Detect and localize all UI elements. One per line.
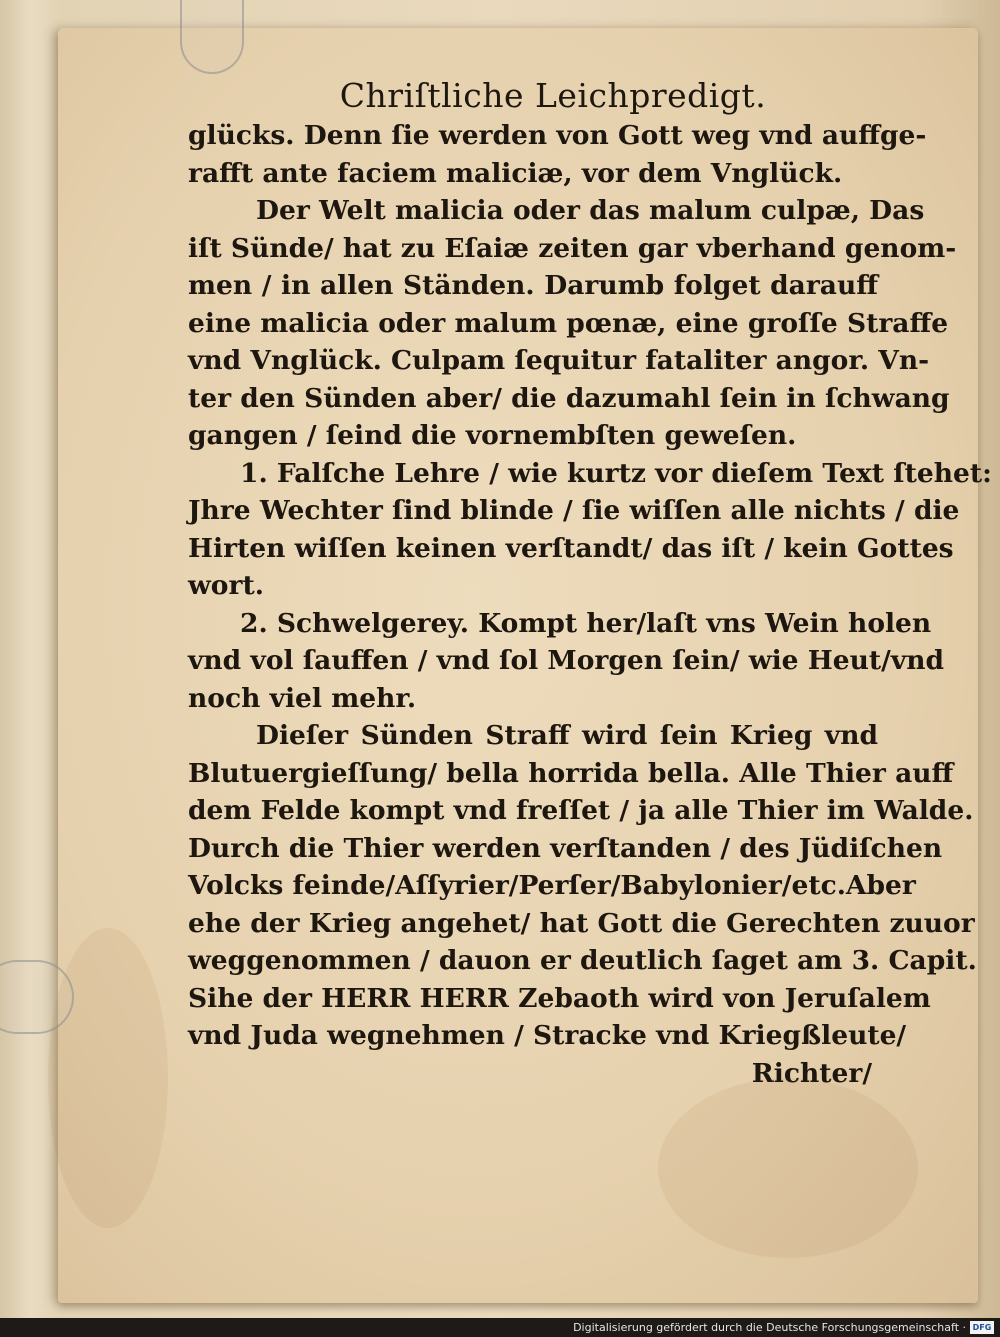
text-line: glücks. Denn ſie werden von Gott weg vnd auffge- (188, 120, 927, 151)
text-lines (188, 117, 992, 1092)
text-line: Sihe der HERR HERR Zebaoth wird von Jeruſalem (188, 982, 931, 1014)
text-line: men / in allen Ständen. Darumb folget darauff (188, 270, 878, 301)
text-line: eine malicia oder malum pœnæ, eine groſſe Straffe (188, 307, 949, 339)
paper-clip-top (180, 0, 244, 74)
text-line: 2. Schwelgerey. Kompt her/laſt vns Wein holen (240, 607, 932, 639)
text-line: wort. (188, 570, 264, 601)
text-line: gangen / ſeind die vornembſten geweſen. (188, 420, 797, 451)
text-line: Jhre Wechter ſind blinde / ſie wiſſen alle nichts / die (188, 495, 960, 526)
text-line: Volcks feinde/Aſſyrier/Perſer/Babylonier/etc.Aber (188, 870, 916, 901)
dfg-logo-icon: DFG (970, 1321, 994, 1334)
text-line: ter den Sünden aber/ die dazumahl ſein in ſchwang (188, 382, 950, 414)
text-line: Richter/ (751, 1057, 872, 1089)
text-line: ehe der Krieg angehet/ hat Gott die Gerechten zuuor (188, 907, 975, 939)
text-line: weggenommen / dauon er deutlich ſaget am 3. Capit. (188, 945, 977, 976)
text-line: dem Felde kompt vnd freſſet / ja alle Thier im Walde. (188, 795, 974, 826)
text-line: vnd Vnglück. Culpam ſequitur fataliter angor. Vn- (188, 345, 930, 376)
page-text-block (188, 76, 992, 1092)
paper-clip-left (0, 960, 74, 1034)
text-line: vnd Juda wegnehmen / Stracke vnd Kriegßleute/ (188, 1020, 907, 1051)
text-line: 1. Falſche Lehre / wie kurtz vor dieſem Text ſtehet: (240, 457, 992, 489)
digitization-footer (0, 1318, 1000, 1337)
text-line: Durch die Thier werden verſtanden / des Jüdiſchen (188, 832, 943, 864)
text-line: vnd vol ſauffen / vnd ſol Morgen ſein/ wie Heut/vnd (188, 645, 945, 676)
text-line: Dieſer Sünden Straff wird ſein Krieg vnd (256, 720, 878, 751)
footer-credit: Digitalisierung gefördert durch die Deutsche Forschungsgemeinschaft · (573, 1321, 966, 1334)
running-head: Chriſtliche Leichpredigt. (339, 76, 767, 115)
text-line: iſt Sünde/ hat zu Eſaiæ zeiten gar vberhand genom- (188, 232, 957, 264)
text-line: rafft ante faciem maliciæ, vor dem Vnglück. (188, 157, 843, 189)
text-line: Der Welt malicia oder das malum culpæ, Das (256, 195, 925, 226)
paper-stain (48, 928, 168, 1228)
text-line: noch viel mehr. (188, 682, 417, 714)
paper-stain (658, 1078, 918, 1258)
text-line: Blutuergieſſung/ bella horrida bella. Alle Thier auff (188, 757, 954, 789)
text-line: Hirten wiſſen keinen verſtandt/ das iſt / kein Gottes (188, 532, 954, 564)
